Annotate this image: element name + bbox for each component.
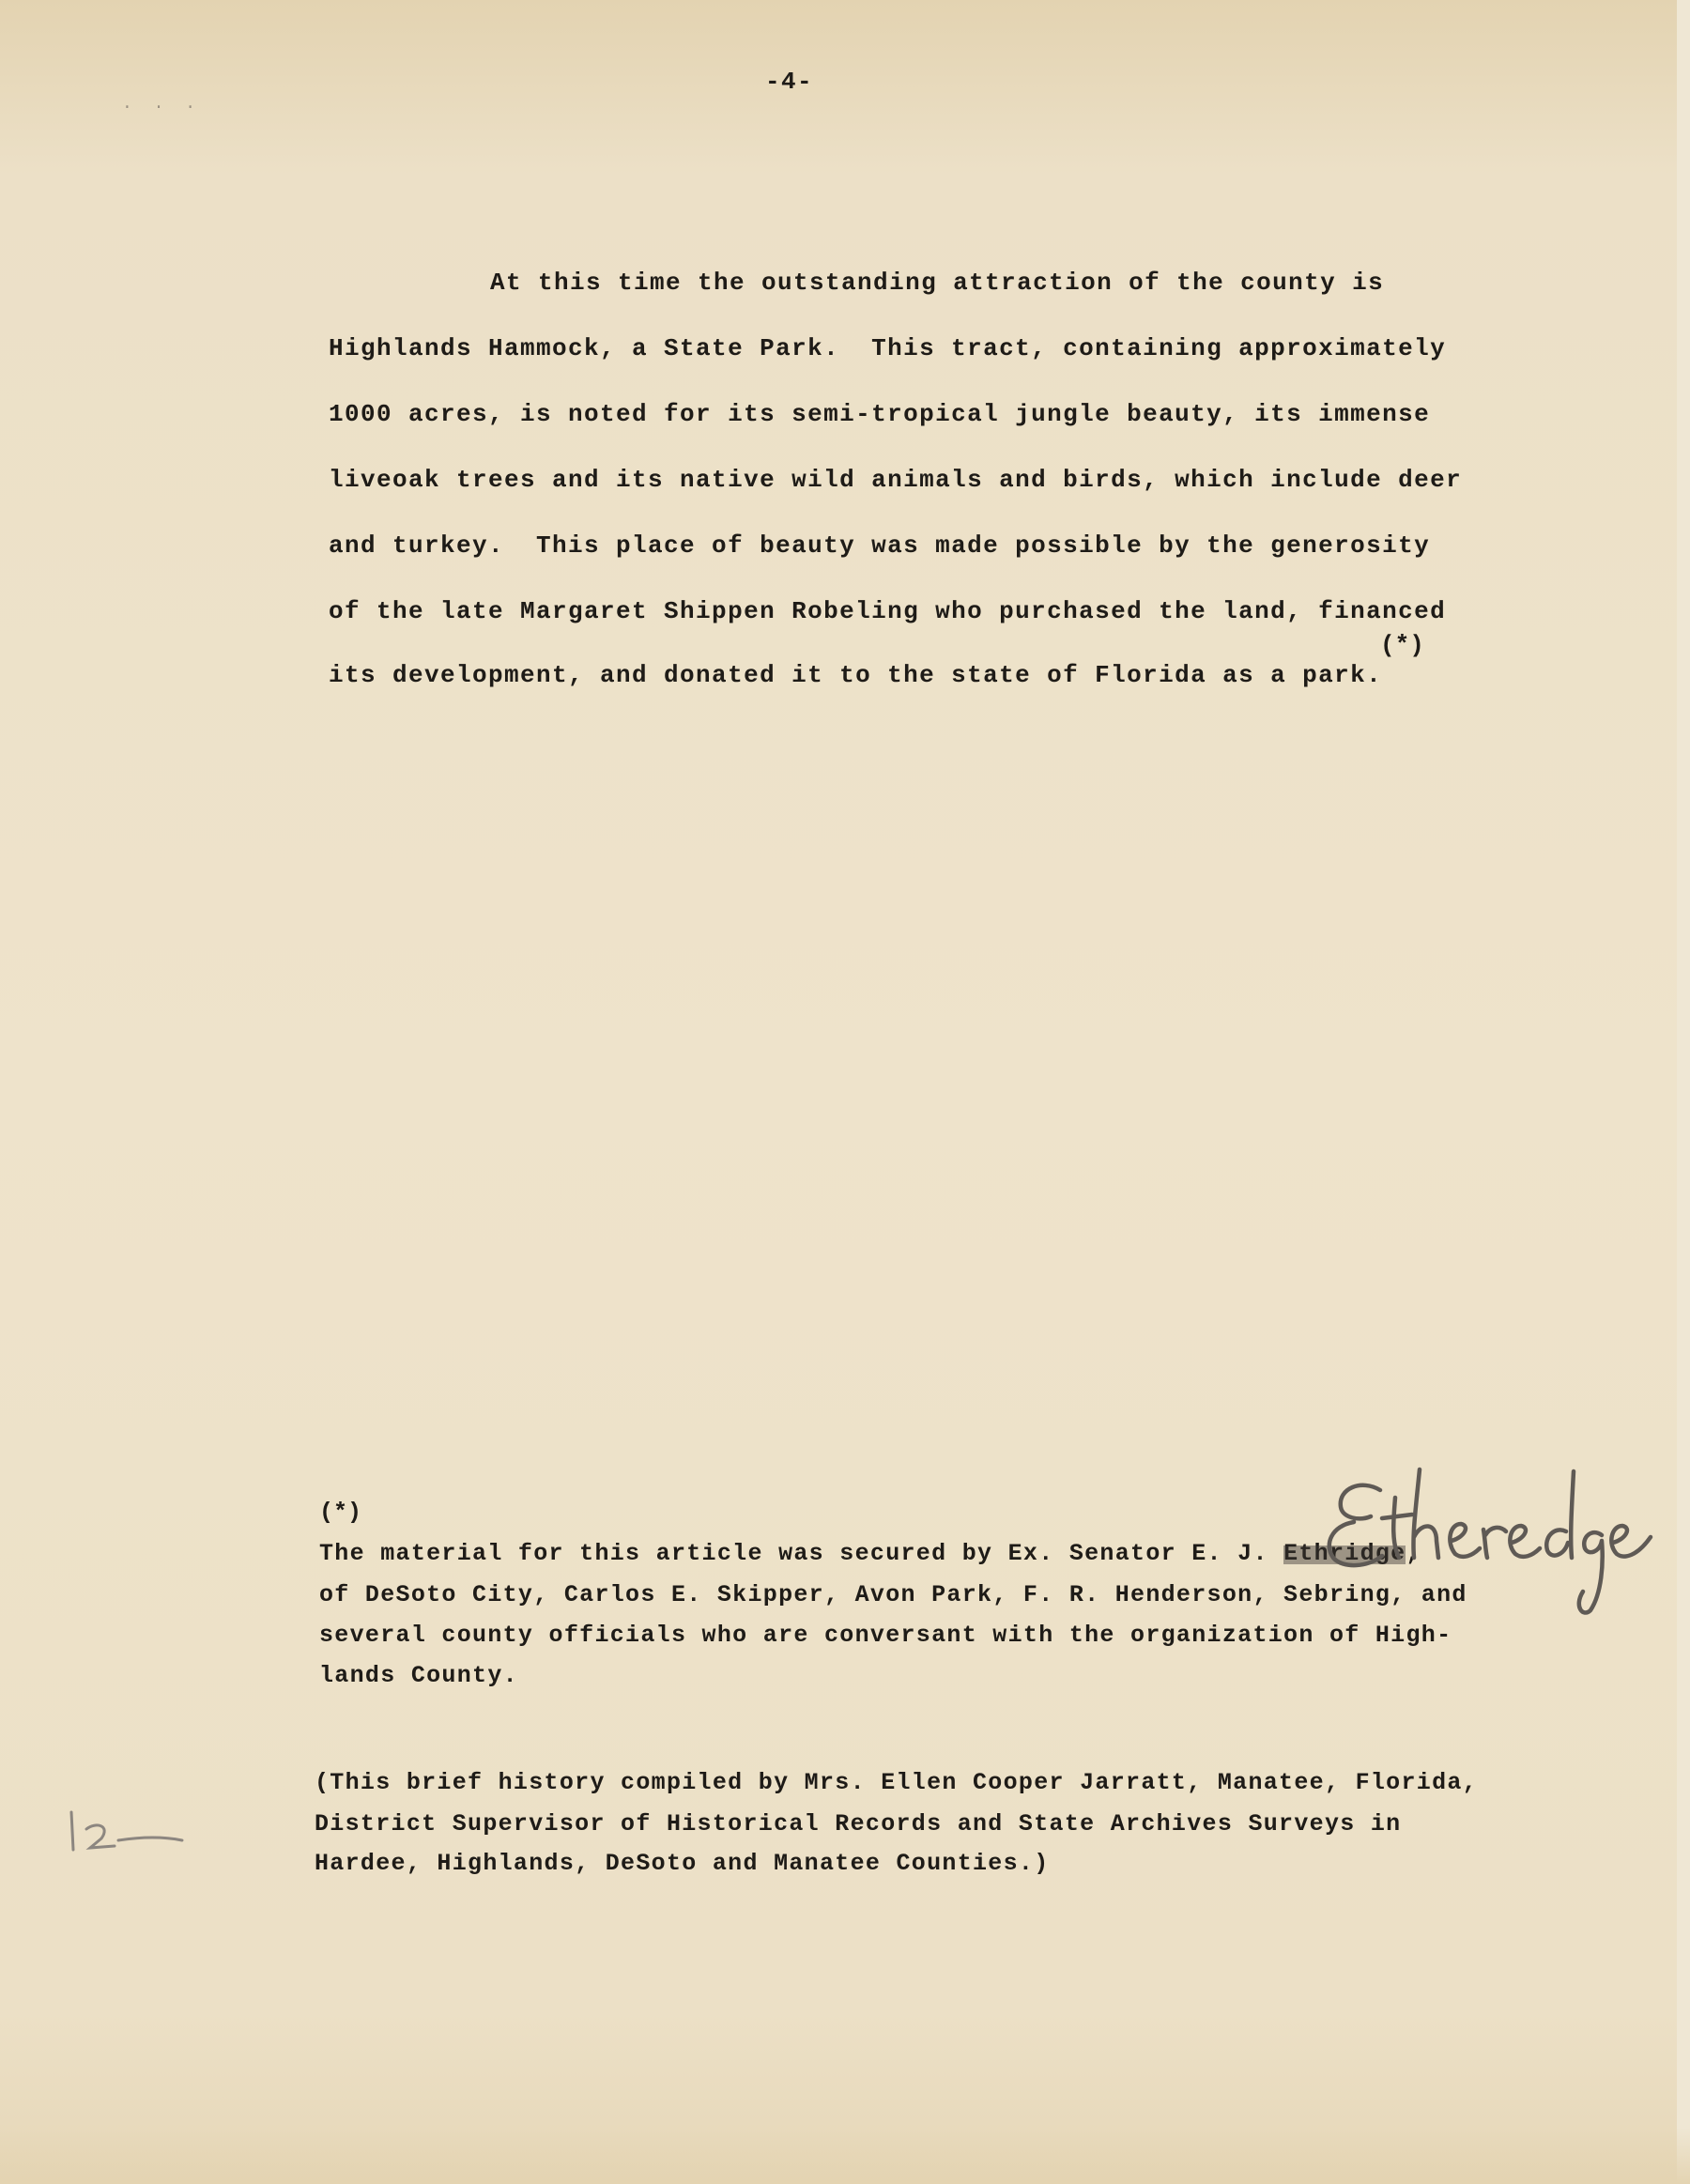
credit-line-1: (This brief history compiled by Mrs. Ellen Cooper Jarratt, Manatee, Florida,	[315, 1769, 1478, 1796]
body-line-4: liveoak trees and its native wild animals and birds, which include deer	[329, 466, 1463, 494]
paper-fold-shadow	[0, 2128, 1690, 2184]
footnote-line-1	[319, 1540, 1421, 1567]
footnote-line-1-text: The material for this article was secured by Ex. Senator E. J.	[319, 1540, 1284, 1567]
credit-line-2: District Supervisor of Historical Records and State Archives Surveys in	[315, 1810, 1402, 1838]
paper-edge	[1677, 0, 1690, 2184]
note-reference-marker: (*)	[1380, 631, 1424, 659]
footnote-marker: (*)	[319, 1499, 362, 1526]
struck-name-text: Ethridge	[1283, 1540, 1406, 1567]
footnote-line-4: lands County.	[319, 1662, 518, 1689]
footnote-line-1-comma: ,	[1406, 1540, 1421, 1567]
footnote-line-3: several county officials who are conversant with the organization of High-	[319, 1622, 1452, 1649]
credit-line-3: Hardee, Highlands, DeSoto and Manatee Counties.)	[315, 1850, 1050, 1877]
page-number: -4-	[765, 68, 814, 96]
body-line-5: and turkey. This place of beauty was made possible by the generosity	[329, 531, 1431, 560]
body-line-1: At this time the outstanding attraction of the county is	[490, 269, 1385, 297]
body-line-7: its development, and donated it to the state of Florida as a park.	[329, 661, 1383, 689]
body-line-2: Highlands Hammock, a State Park. This tract, containing approximately	[329, 334, 1447, 362]
body-line-3: 1000 acres, is noted for its semi-tropical jungle beauty, its immense	[329, 400, 1431, 428]
body-line-6: of the late Margaret Shippen Robeling who purchased the land, financed	[329, 597, 1447, 625]
footnote-line-2: of DeSoto City, Carlos E. Skipper, Avon Park, F. R. Henderson, Sebring, and	[319, 1581, 1467, 1608]
ink-smudge: · · ·	[122, 99, 202, 117]
margin-pencil-mark	[58, 1803, 190, 1869]
handwritten-correction-etheredge	[1314, 1432, 1671, 1620]
